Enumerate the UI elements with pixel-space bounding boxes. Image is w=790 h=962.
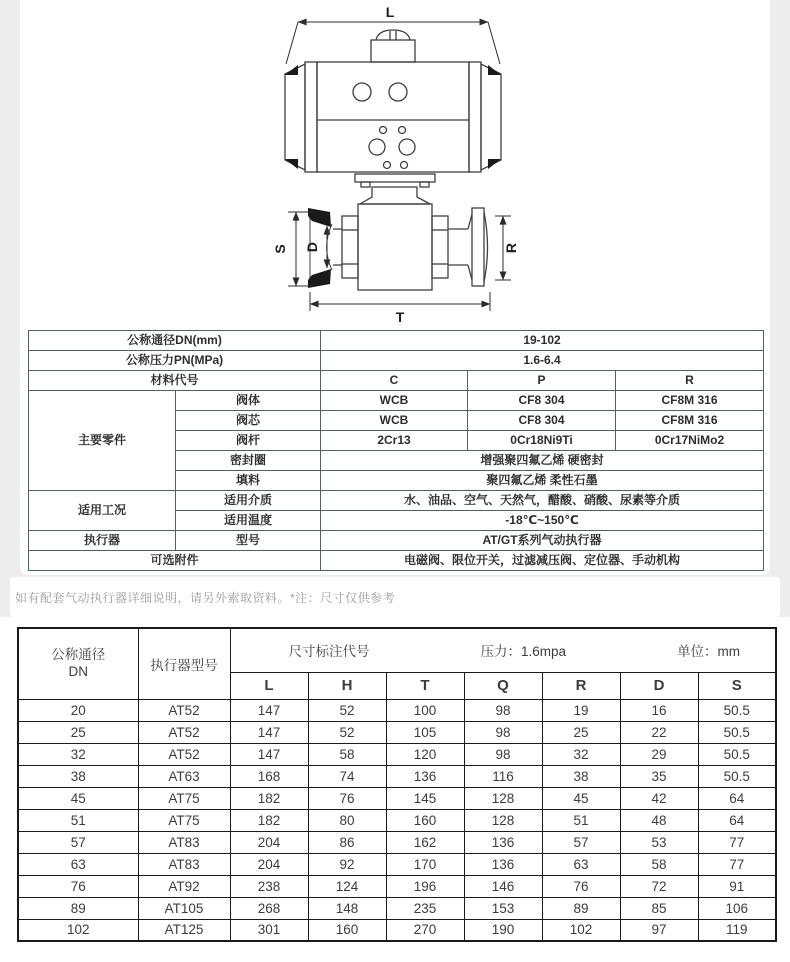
dim-cell-T: 160	[386, 809, 464, 831]
spec-value: 1.6-6.4	[321, 351, 764, 371]
dim-cell-S: 106	[698, 897, 776, 919]
spec-group-label: 主要零件	[29, 391, 176, 491]
dim-cell-dn: 32	[18, 743, 138, 765]
dim-cell-model: AT52	[138, 699, 230, 721]
dim-cell-H: 52	[308, 721, 386, 743]
dim-cell-R: 45	[542, 787, 620, 809]
dim-label-L: L	[385, 4, 395, 20]
spec-value: WCB	[321, 411, 468, 431]
dim-cell-T: 105	[386, 721, 464, 743]
spec-value: 增强聚四氟乙烯 硬密封	[321, 451, 764, 471]
dim-cell-H: 52	[308, 699, 386, 721]
dim-cell-Q: 128	[464, 787, 542, 809]
dim-cell-H: 160	[308, 919, 386, 941]
dim-cell-H: 148	[308, 897, 386, 919]
dim-cell-L: 182	[230, 809, 308, 831]
spec-value: 电磁阀、限位开关，过滤减压阀、定位器、手动机构	[321, 551, 764, 571]
dim-cell-D: 22	[620, 721, 698, 743]
spec-label: 型号	[176, 531, 321, 551]
dim-cell-T: 196	[386, 875, 464, 897]
dim-cell-R: 63	[542, 853, 620, 875]
dim-col-L: L	[230, 672, 308, 699]
spec-label: 材料代号	[29, 371, 321, 391]
dim-cell-D: 16	[620, 699, 698, 721]
dim-cell-S: 91	[698, 875, 776, 897]
dim-cell-Q: 190	[464, 919, 542, 941]
dim-cell-Q: 98	[464, 699, 542, 721]
dim-cell-model: AT75	[138, 809, 230, 831]
dim-cell-S: 50.5	[698, 699, 776, 721]
dim-header-merged	[230, 628, 776, 672]
dim-cell-S: 119	[698, 919, 776, 941]
spec-value: 聚四氟乙烯 柔性石墨	[321, 471, 764, 491]
spec-label: 公称通径DN(mm)	[29, 331, 321, 351]
dim-label-D: D	[304, 241, 320, 253]
spec-value: AT/GT系列气动执行器	[321, 531, 764, 551]
dim-cell-L: 182	[230, 787, 308, 809]
spec-table	[28, 330, 764, 571]
dim-cell-D: 29	[620, 743, 698, 765]
dim-cell-H: 74	[308, 765, 386, 787]
dim-cell-Q: 136	[464, 853, 542, 875]
dim-cell-D: 35	[620, 765, 698, 787]
spec-value: CF8 304	[468, 411, 616, 431]
valve-technical-drawing	[260, 2, 580, 332]
dim-cell-L: 301	[230, 919, 308, 941]
dim-cell-dn: 102	[18, 919, 138, 941]
dim-cell-H: 124	[308, 875, 386, 897]
dim-cell-R: 102	[542, 919, 620, 941]
spec-value: CF8M 316	[616, 411, 764, 431]
spec-value: 0Cr18Ni9Ti	[468, 431, 616, 451]
dim-cell-T: 170	[386, 853, 464, 875]
dim-table-row	[18, 721, 776, 743]
dim-cell-T: 136	[386, 765, 464, 787]
dim-cell-S: 77	[698, 853, 776, 875]
spec-label: 可选附件	[29, 551, 321, 571]
dim-cell-model: AT83	[138, 853, 230, 875]
spec-group-label: 执行器	[29, 531, 176, 551]
dim-cell-H: 86	[308, 831, 386, 853]
dim-cell-T: 100	[386, 699, 464, 721]
dim-header-pressure: 压力：1.6mpa	[480, 644, 567, 660]
dim-cell-D: 72	[620, 875, 698, 897]
dim-cell-R: 51	[542, 809, 620, 831]
dim-cell-Q: 98	[464, 721, 542, 743]
spec-label: 适用介质	[176, 491, 321, 511]
dim-table-row	[18, 787, 776, 809]
dim-col-H: H	[308, 672, 386, 699]
dim-cell-R: 76	[542, 875, 620, 897]
spec-row-medium	[29, 491, 764, 511]
valve-body-drawing	[308, 174, 488, 290]
dim-cell-H: 58	[308, 743, 386, 765]
dim-cell-dn: 51	[18, 809, 138, 831]
dim-cell-Q: 136	[464, 831, 542, 853]
dim-cell-S: 50.5	[698, 721, 776, 743]
spec-label: 阀芯	[176, 411, 321, 431]
dim-cell-D: 48	[620, 809, 698, 831]
spec-value: CF8M 316	[616, 391, 764, 411]
dim-cell-H: 76	[308, 787, 386, 809]
dim-cell-L: 147	[230, 721, 308, 743]
dim-col-Q: Q	[464, 672, 542, 699]
spec-value: C	[321, 371, 468, 391]
dim-header-dn	[18, 628, 138, 699]
dim-table-row	[18, 743, 776, 765]
dim-cell-dn: 38	[18, 765, 138, 787]
spec-label: 密封圈	[176, 451, 321, 471]
dim-cell-R: 38	[542, 765, 620, 787]
spec-label: 公称压力PN(MPa)	[29, 351, 321, 371]
spec-value: 19-102	[321, 331, 764, 351]
dim-table-row	[18, 897, 776, 919]
spec-value: WCB	[321, 391, 468, 411]
dim-cell-model: AT92	[138, 875, 230, 897]
dim-cell-dn: 76	[18, 875, 138, 897]
spec-group-label: 适用工况	[29, 491, 176, 531]
dim-cell-L: 147	[230, 743, 308, 765]
spec-value: 0Cr17NiMo2	[616, 431, 764, 451]
spec-value: CF8 304	[468, 391, 616, 411]
spec-row-actuator	[29, 531, 764, 551]
dim-cell-model: AT63	[138, 765, 230, 787]
valve-drawing-svg	[260, 2, 580, 332]
dim-col-R: R	[542, 672, 620, 699]
dim-cell-D: 42	[620, 787, 698, 809]
dim-cell-Q: 128	[464, 809, 542, 831]
dim-cell-H: 92	[308, 853, 386, 875]
dimension-table	[17, 627, 777, 942]
dim-cell-Q: 146	[464, 875, 542, 897]
dim-cell-dn: 57	[18, 831, 138, 853]
dim-header-actuator-model: 执行器型号	[138, 628, 230, 699]
dim-col-T: T	[386, 672, 464, 699]
dim-label-S: S	[272, 244, 288, 254]
dim-cell-T: 235	[386, 897, 464, 919]
spec-value: R	[616, 371, 764, 391]
dim-cell-Q: 116	[464, 765, 542, 787]
spec-label: 适用温度	[176, 511, 321, 531]
dim-table-row	[18, 875, 776, 897]
dim-cell-L: 147	[230, 699, 308, 721]
dim-cell-R: 19	[542, 699, 620, 721]
spec-value: 水、油品、空气、天然气，醋酸、硝酸、尿素等介质	[321, 491, 764, 511]
dimension-lines	[286, 22, 511, 311]
dim-cell-model: AT83	[138, 831, 230, 853]
dim-label-R: R	[503, 242, 519, 254]
dim-cell-L: 268	[230, 897, 308, 919]
spec-label: 阀杆	[176, 431, 321, 451]
dim-table-header-row	[18, 628, 776, 672]
dim-cell-L: 204	[230, 831, 308, 853]
dim-cell-T: 120	[386, 743, 464, 765]
dim-cell-model: AT52	[138, 743, 230, 765]
spec-label: 阀体	[176, 391, 321, 411]
footnote-text: 如有配套气动执行器详细说明，请另外索取资料。*注：尺寸仅供参考	[15, 591, 396, 605]
dim-cell-R: 57	[542, 831, 620, 853]
dim-cell-D: 85	[620, 897, 698, 919]
spec-value: 2Cr13	[321, 431, 468, 451]
dim-cell-H: 80	[308, 809, 386, 831]
dim-cell-model: AT125	[138, 919, 230, 941]
spec-row-accessories	[29, 551, 764, 571]
dim-cell-R: 89	[542, 897, 620, 919]
dim-cell-D: 58	[620, 853, 698, 875]
spec-value: P	[468, 371, 616, 391]
dim-cell-dn: 89	[18, 897, 138, 919]
dim-cell-L: 204	[230, 853, 308, 875]
dim-cell-L: 238	[230, 875, 308, 897]
dim-cell-dn: 45	[18, 787, 138, 809]
dim-cell-S: 77	[698, 831, 776, 853]
dim-col-D: D	[620, 672, 698, 699]
actuator-drawing	[285, 30, 501, 172]
dim-header-dn-line1: 公称通径	[51, 646, 106, 662]
spec-row-body	[29, 391, 764, 411]
spec-label: 填料	[176, 471, 321, 491]
dim-cell-T: 145	[386, 787, 464, 809]
dim-table-row	[18, 765, 776, 787]
dim-header-dn-line2: DN	[68, 663, 88, 679]
dim-cell-dn: 25	[18, 721, 138, 743]
dim-cell-R: 32	[542, 743, 620, 765]
dim-cell-S: 64	[698, 787, 776, 809]
dim-cell-T: 162	[386, 831, 464, 853]
dim-cell-model: AT75	[138, 787, 230, 809]
dim-cell-model: AT52	[138, 721, 230, 743]
dim-table-row	[18, 831, 776, 853]
dim-col-S: S	[698, 672, 776, 699]
dim-label-T: T	[395, 309, 405, 325]
dim-table-row	[18, 809, 776, 831]
dim-cell-Q: 98	[464, 743, 542, 765]
dim-cell-S: 50.5	[698, 765, 776, 787]
spec-row-dn	[29, 331, 764, 351]
dim-table-row	[18, 699, 776, 721]
dim-cell-L: 168	[230, 765, 308, 787]
dim-cell-S: 50.5	[698, 743, 776, 765]
dim-cell-D: 53	[620, 831, 698, 853]
dim-cell-R: 25	[542, 721, 620, 743]
spec-value: -18℃~150℃	[321, 511, 764, 531]
dim-cell-model: AT105	[138, 897, 230, 919]
dim-cell-Q: 153	[464, 897, 542, 919]
dim-table-row	[18, 853, 776, 875]
dim-cell-S: 64	[698, 809, 776, 831]
dim-cell-T: 270	[386, 919, 464, 941]
spec-row-pn	[29, 351, 764, 371]
dim-header-unit: 单位：mm	[677, 644, 741, 660]
spec-row-material-codes	[29, 371, 764, 391]
dim-header-code-label: 尺寸标注代号	[288, 644, 370, 660]
dim-cell-dn: 20	[18, 699, 138, 721]
dim-cell-dn: 63	[18, 853, 138, 875]
dim-table-row	[18, 919, 776, 941]
dim-cell-D: 97	[620, 919, 698, 941]
